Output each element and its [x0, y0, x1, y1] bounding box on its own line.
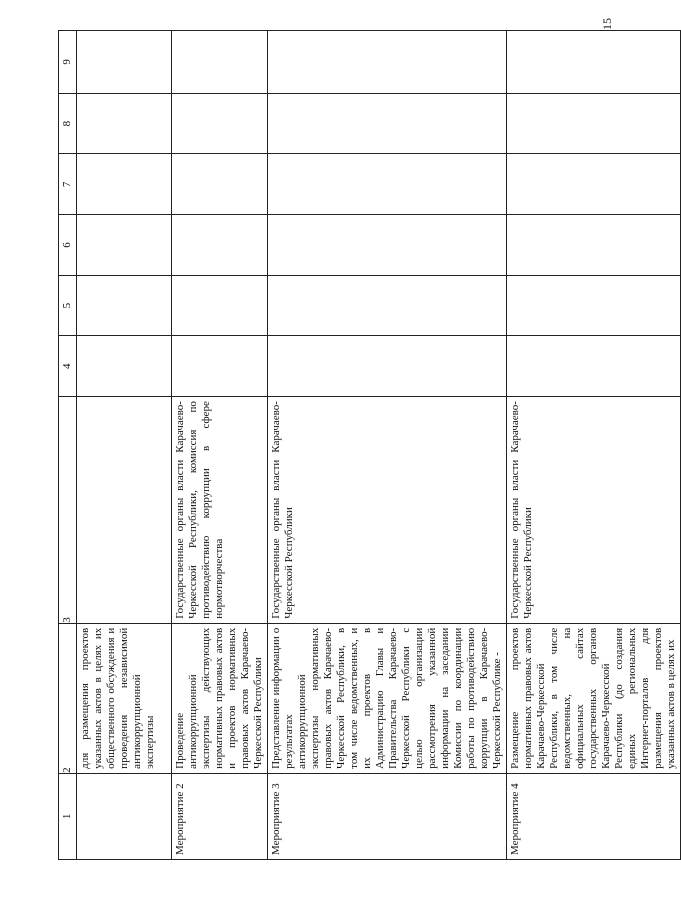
header-col-9: 9 — [59, 31, 77, 94]
header-col-2: 2 — [59, 623, 77, 773]
measure-description: Размещение проектов нормативных правовых актов Карачаево-Черкесской Республики, в том числе ведомственных, на официальных сайтах государственных органов Карачаево-Черкесской Республики (до создания единых региональных Интернет-порталов для размещения проектов указанных актов в целях их — [507, 623, 681, 773]
empty-cell — [268, 93, 507, 154]
header-col-8: 8 — [59, 93, 77, 154]
measure-label: Мероприятие 3 — [268, 773, 507, 859]
responsible-executors: Государственные органы власти Карачаево-Черкесской Республики — [268, 397, 507, 624]
empty-cell — [77, 215, 172, 276]
header-col-1: 1 — [59, 773, 77, 859]
empty-cell — [268, 31, 507, 94]
header-col-6: 6 — [59, 215, 77, 276]
header-col-5: 5 — [59, 275, 77, 336]
empty-cell — [172, 31, 268, 94]
header-col-7: 7 — [59, 154, 77, 215]
empty-cell — [77, 336, 172, 397]
empty-cell — [268, 154, 507, 215]
empty-cell — [172, 336, 268, 397]
table-row — [268, 31, 507, 860]
empty-cell — [77, 275, 172, 336]
empty-cell — [172, 215, 268, 276]
empty-cell — [268, 336, 507, 397]
empty-cell — [507, 215, 681, 276]
measure-description: Представление информации о результатах антикоррупционной экспертизы нормативных правовых актов Карачаево-Черкесской Республики, в том числе ведомственных, и их проектов в Администрацию Главы и Правительства Карачаево-Черкесской Республики с целью организации рассмотрения указанной информации на заседании Комиссии по координации работы по противодействию коррупции в Карачаево-Черкесской Республике - — [268, 623, 507, 773]
empty-cell — [507, 31, 681, 94]
table-row — [77, 31, 172, 860]
header-col-4: 4 — [59, 336, 77, 397]
measures-table — [58, 30, 681, 860]
empty-cell — [77, 31, 172, 94]
header-col-3: 3 — [59, 397, 77, 624]
empty-cell — [172, 275, 268, 336]
empty-cell — [172, 93, 268, 154]
measure-label: Мероприятие 4 — [507, 773, 681, 859]
table-row — [172, 31, 268, 860]
empty-cell — [268, 215, 507, 276]
page-number: 15 — [600, 18, 614, 30]
empty-cell — [507, 275, 681, 336]
empty-cell — [172, 154, 268, 215]
measure-description: для размещения проектов указанных актов в целях их общественного обсуждения и проведения независимой антикоррупционной экспертизы — [77, 623, 172, 773]
responsible-executors: Государственные органы власти Карачаево-Черкесской Республики — [507, 397, 681, 624]
measure-label — [77, 773, 172, 859]
rotated-table-container — [58, 30, 677, 860]
responsible-executors: Государственные органы власти Карачаево-Черкесской Республики, комиссия по противодействию коррупции в сфере нормотворчества — [172, 397, 268, 624]
measure-description: Проведение антикоррупционной экспертизы действующих нормативных правовых актов и проектов нормативных правовых актов Карачаево-Черкесской Республики — [172, 623, 268, 773]
responsible-executors — [77, 397, 172, 624]
empty-cell — [507, 336, 681, 397]
empty-cell — [268, 275, 507, 336]
header-row — [59, 31, 77, 860]
empty-cell — [507, 93, 681, 154]
empty-cell — [507, 154, 681, 215]
measure-label: Мероприятие 2 — [172, 773, 268, 859]
table-row — [507, 31, 681, 860]
empty-cell — [77, 154, 172, 215]
empty-cell — [77, 93, 172, 154]
